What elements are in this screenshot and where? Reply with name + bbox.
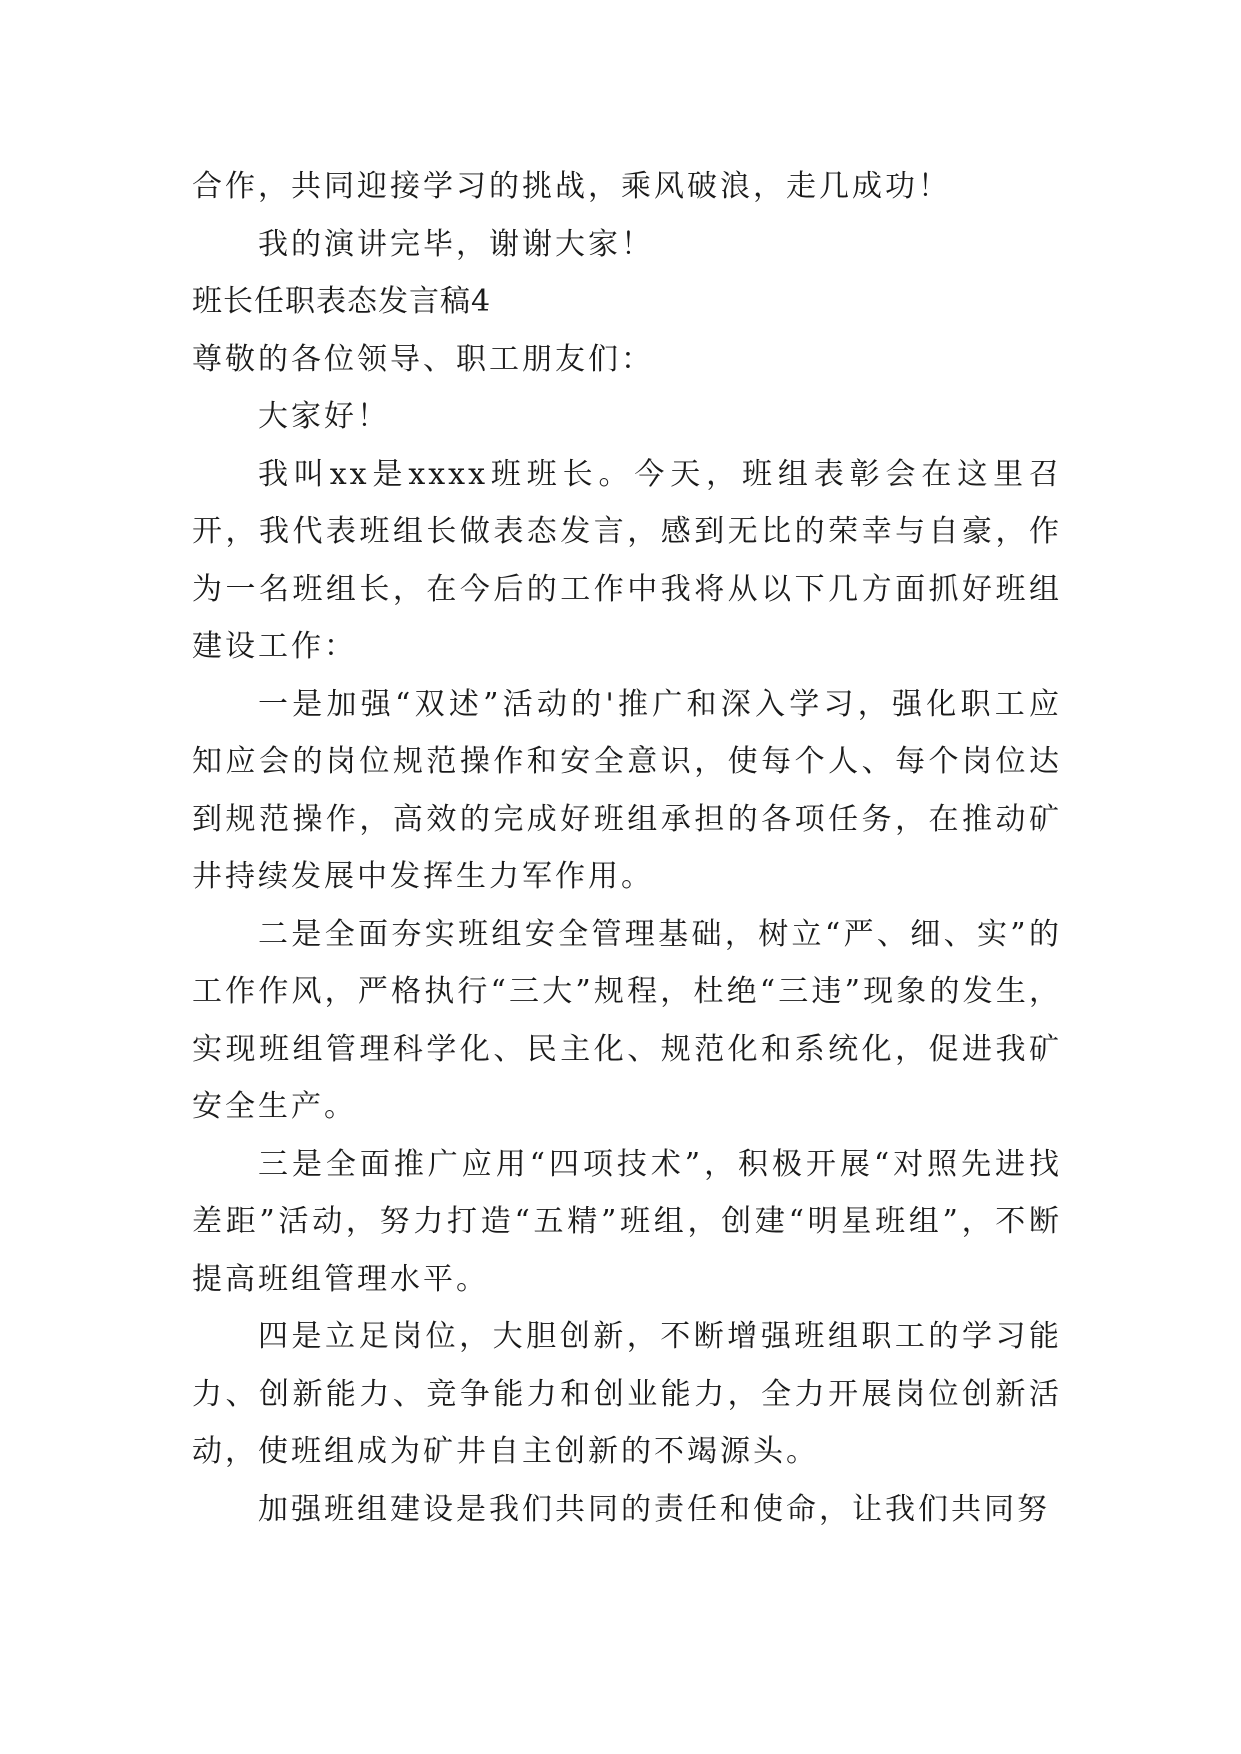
paragraph-point-four: 四是立足岗位，大胆创新，不断增强班组职工的学习能力、创新能力、竞争能力和创业能力，全力开展岗位创新活动，使班组成为矿井自主创新的不竭源头。 (192, 1319, 1062, 1469)
paragraph-conclusion: 加强班组建设是我们共同的责任和使命，让我们共同努 (258, 1491, 1050, 1527)
greeting: 大家好！ (258, 399, 390, 434)
salutation: 尊敬的各位领导、职工朋友们： (192, 341, 654, 377)
paragraph-speech-end: 我的演讲完毕，谢谢大家！ (258, 226, 654, 262)
document-body (192, 158, 1062, 1538)
paragraph-closing-line: 合作，共同迎接学习的挑战，乘风破浪，走几成功！ (192, 169, 951, 204)
section-title: 班长任职表态发言稿4 (192, 284, 492, 319)
paragraph-point-two: 二是全面夯实班组安全管理基础，树立“严、细、实”的工作作风，严格执行“三大”规程，杜绝“三违”现象的发生，实现班组管理科学化、民主化、规范化和系统化，促进我矿安全生产。 (192, 916, 1062, 1124)
paragraph-point-three: 三是全面推广应用“四项技术”，积极开展“对照先进找差距”活动，努力打造“五精”班组，创建“明星班组”，不断提高班组管理水平。 (192, 1146, 1062, 1297)
paragraph-introduction: 我叫xx是xxxx班班长。今天，班组表彰会在这里召开，我代表班组长做表态发言，感到无比的荣幸与自豪，作为一名班组长，在今后的工作中我将从以下几方面抓好班组建设工作： (192, 456, 1062, 664)
paragraph-point-one: 一是加强“双述”活动的'推广和深入学习，强化职工应知应会的岗位规范操作和安全意识，使每个人、每个岗位达到规范操作，高效的完成好班组承担的各项任务，在推动矿井持续发展中发挥生力军作用。 (192, 686, 1062, 894)
